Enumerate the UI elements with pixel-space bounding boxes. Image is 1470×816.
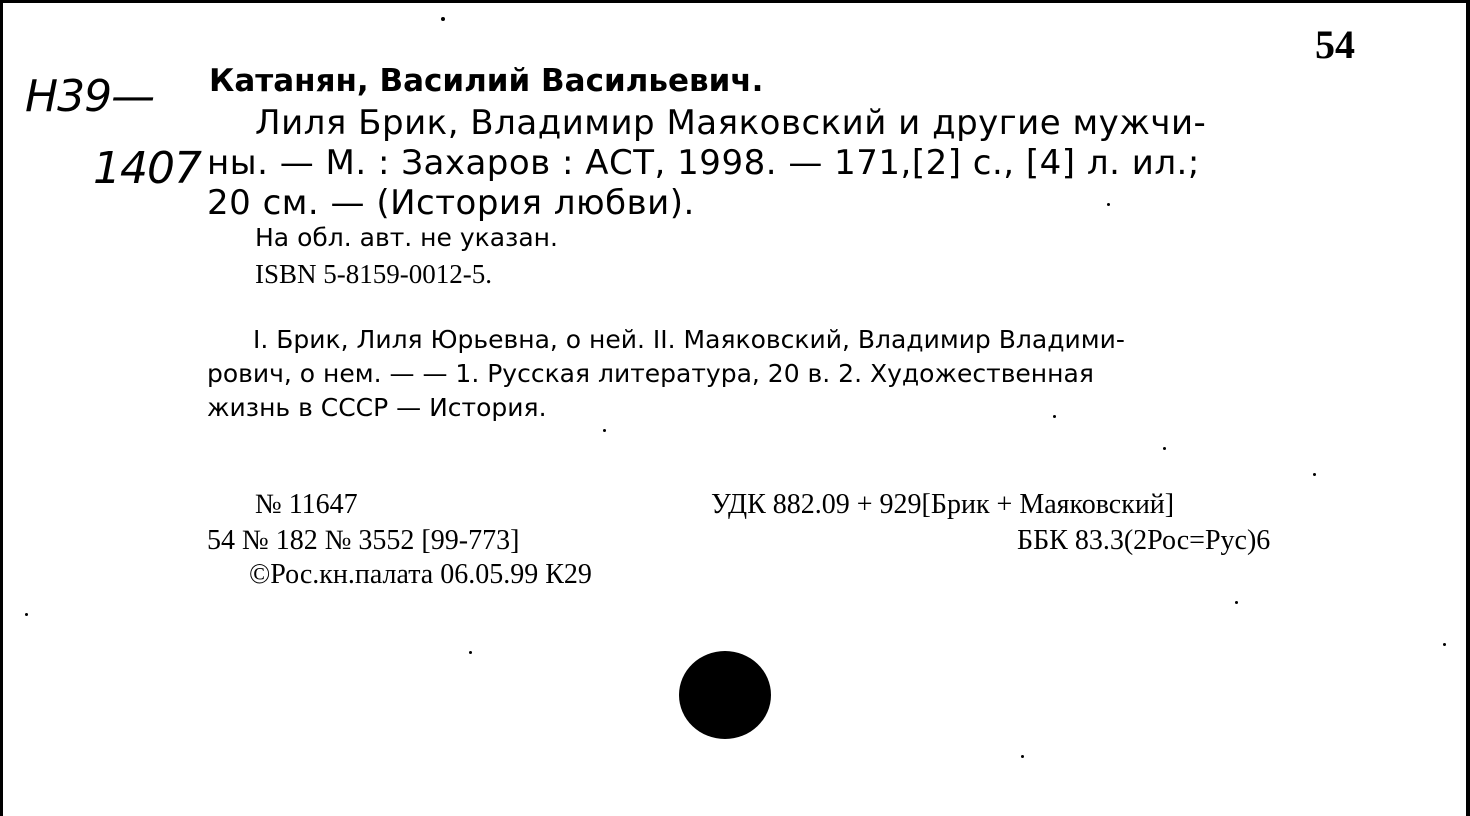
cover-note: На обл. авт. не указан. <box>255 223 558 252</box>
speck <box>1021 755 1024 758</box>
bbk-code: ББК 83.3(2Рос=Рус)6 <box>1017 525 1271 556</box>
udk-code: УДК 882.09 + 929[Брик + Маяковский] <box>711 489 1175 520</box>
handwritten-call-number-bottom: 1407 <box>93 143 201 194</box>
speck <box>25 613 28 616</box>
title-line-2: ны. — М. : Захаров : АСТ, 1998. — 171,[2] с., [4] л. ил.; <box>207 143 1200 183</box>
speck <box>469 651 472 654</box>
title-line-3: 20 см. — (История любви). <box>207 183 695 223</box>
speck <box>1313 473 1316 476</box>
page-number: 54 <box>1315 22 1355 67</box>
handwritten-call-number-top: Н39— <box>25 71 155 122</box>
punch-hole <box>679 651 771 739</box>
registry-number: № 11647 <box>255 489 358 520</box>
speck <box>1443 643 1446 646</box>
subject-line-2: рович, о нем. — — 1. Русская литература, 20 в. 2. Художественная <box>207 359 1094 388</box>
subject-line-1: I. Брик, Лиля Юрьевна, о ней. II. Маяковский, Владимир Владими- <box>253 325 1125 354</box>
author-heading: Катанян, Василий Васильевич. <box>209 63 764 99</box>
title-line-1: Лиля Брик, Владимир Маяковский и другие мужчи- <box>255 103 1207 143</box>
subject-line-3: жизнь в СССР — История. <box>207 393 547 422</box>
speck <box>1107 203 1110 206</box>
speck <box>1235 601 1238 604</box>
speck <box>1053 415 1056 418</box>
copyright-line: ©Рос.кн.палата 06.05.99 К29 <box>249 559 592 590</box>
speck <box>441 17 445 21</box>
registry-line-2: 54 № 182 № 3552 [99-773] <box>207 525 520 556</box>
speck <box>1163 447 1166 450</box>
speck <box>603 429 606 432</box>
isbn: ISBN 5-8159-0012-5. <box>255 259 492 289</box>
